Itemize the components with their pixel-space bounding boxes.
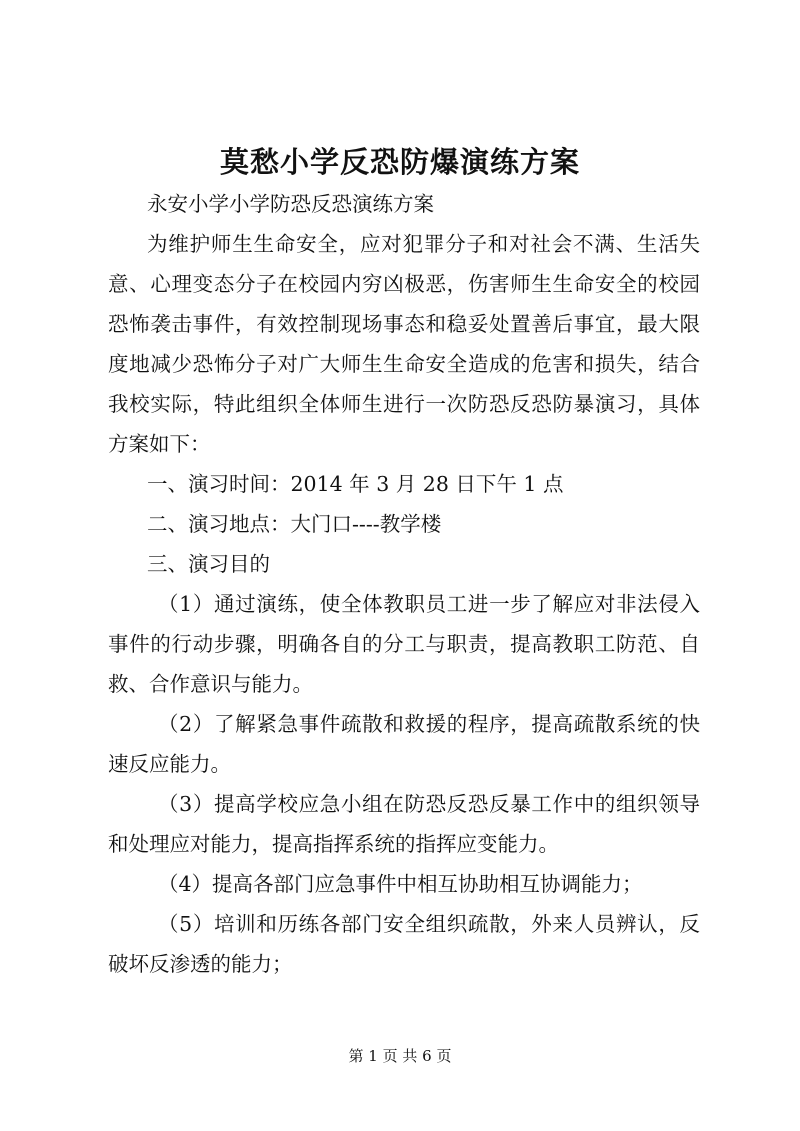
purpose-item-5-line: 破坏反渗透的能力； (108, 952, 293, 976)
paragraph-line: 恐怖袭击事件，有效控制现场事态和稳妥处置善后事宜，最大限 (108, 312, 700, 336)
paragraph-line: 方案如下： (108, 432, 211, 456)
subtitle-line: 永安小学小学防恐反恐演练方案 (147, 192, 434, 216)
drill-time-line: 一、演习时间：2014 年 3 月 28 日下午 1 点 (147, 472, 564, 496)
purpose-item-2-line: （2）了解紧急事件疏散和救援的程序，提高疏散系统的快 (158, 712, 700, 736)
paragraph-line: 我校实际，特此组织全体师生进行一次防恐反恐防暴演习，具体 (108, 392, 700, 416)
document-title: 莫愁小学反恐防爆演练方案 (219, 145, 580, 179)
purpose-item-3-line: （3）提高学校应急小组在防恐反恐反暴工作中的组织领导 (158, 792, 700, 816)
purpose-item-1-line: 事件的行动步骤，明确各自的分工与职责，提高教职工防范、自 (108, 632, 700, 656)
paragraph-line: 度地减少恐怖分子对广大师生生命安全造成的危害和损失，结合 (108, 352, 700, 376)
drill-purpose-heading: 三、演习目的 (147, 552, 270, 576)
purpose-item-1-line: 救、合作意识与能力。 (108, 672, 313, 696)
purpose-item-2-line: 速反应能力。 (108, 752, 231, 776)
purpose-item-4-line: （4）提高各部门应急事件中相互协助相互协调能力； (158, 872, 643, 896)
drill-location-line: 二、演习地点：大门口----教学楼 (147, 512, 442, 536)
paragraph-line: 意、心理变态分子在校园内穷凶极恶，伤害师生生命安全的校园 (108, 272, 700, 296)
purpose-item-5-line: （5）培训和历练各部门安全组织疏散，外来人员辨认，反 (158, 912, 700, 936)
purpose-item-1-line: （1）通过演练，使全体教职员工进一步了解应对非法侵入 (158, 592, 700, 616)
document-body (108, 184, 700, 984)
page-footer: 第 1 页 共 6 页 (348, 1047, 452, 1065)
paragraph-line: 为维护师生生命安全，应对犯罪分子和对社会不满、生活失 (147, 232, 700, 256)
purpose-item-3-line: 和处理应对能力，提高指挥系统的指挥应变能力。 (108, 832, 559, 856)
